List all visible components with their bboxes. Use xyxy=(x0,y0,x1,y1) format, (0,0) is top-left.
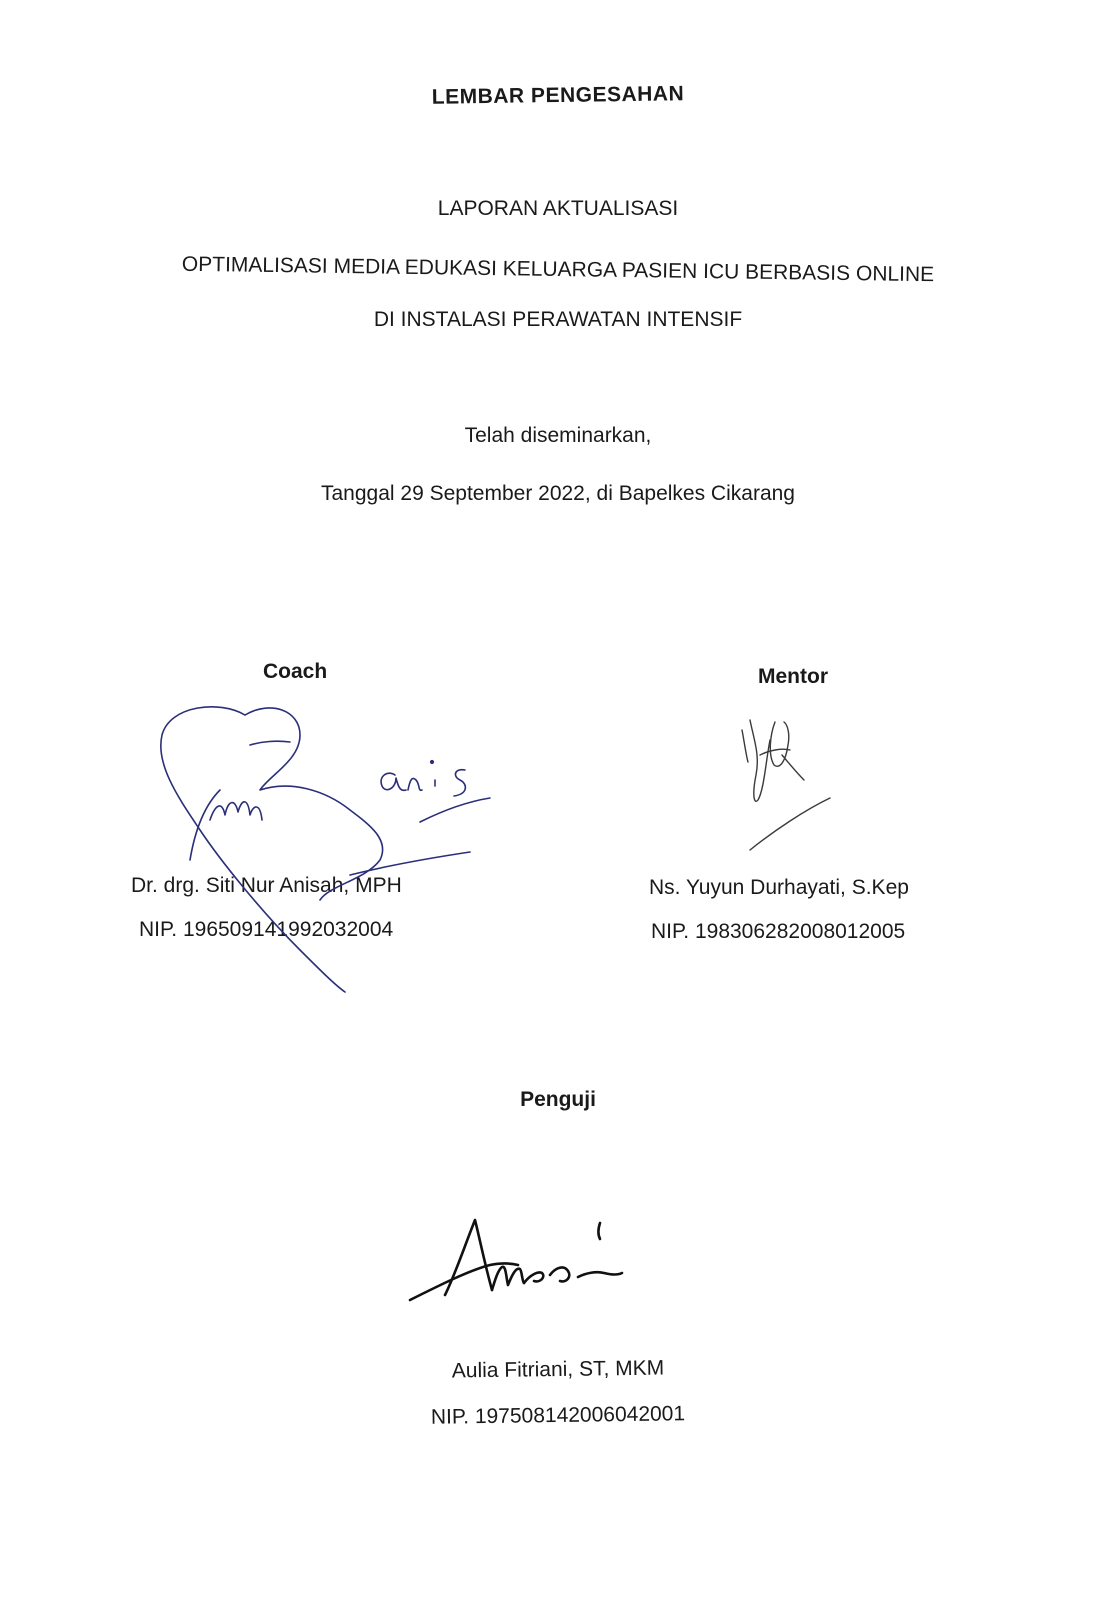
coach-signature xyxy=(150,680,510,1000)
mentor-nip: NIP. 198306282008012005 xyxy=(651,920,906,943)
penguji-nip: NIP. 197508142006042001 xyxy=(430,1402,686,1429)
coach-nip: NIP. 196509141992032004 xyxy=(139,918,394,941)
coach-name: Dr. drg. Siti Nur Anisah, MPH xyxy=(131,874,402,897)
penguji-signature xyxy=(400,1205,640,1315)
document-title: LEMBAR PENGESAHAN xyxy=(431,82,685,109)
report-type: LAPORAN AKTUALISASI xyxy=(437,197,679,220)
coach-label: Coach xyxy=(263,660,328,683)
mentor-signature xyxy=(730,700,850,860)
report-title-line1: OPTIMALISASI MEDIA EDUKASI KELUARGA PASIEN ICU BERBASIS ONLINE xyxy=(181,252,935,287)
mentor-name: Ns. Yuyun Durhayati, S.Kep xyxy=(649,876,909,899)
report-title-line2: DI INSTALASI PERAWATAN INTENSIF xyxy=(373,308,743,331)
penguji-label: Penguji xyxy=(520,1088,596,1111)
penguji-name: Aulia Fitriani, ST, MKM xyxy=(451,1356,665,1383)
mentor-label: Mentor xyxy=(758,665,828,688)
seminar-statement: Telah diseminarkan, xyxy=(464,424,652,447)
seminar-date-location: Tanggal 29 September 2022, di Bapelkes Cikarang xyxy=(321,482,795,505)
